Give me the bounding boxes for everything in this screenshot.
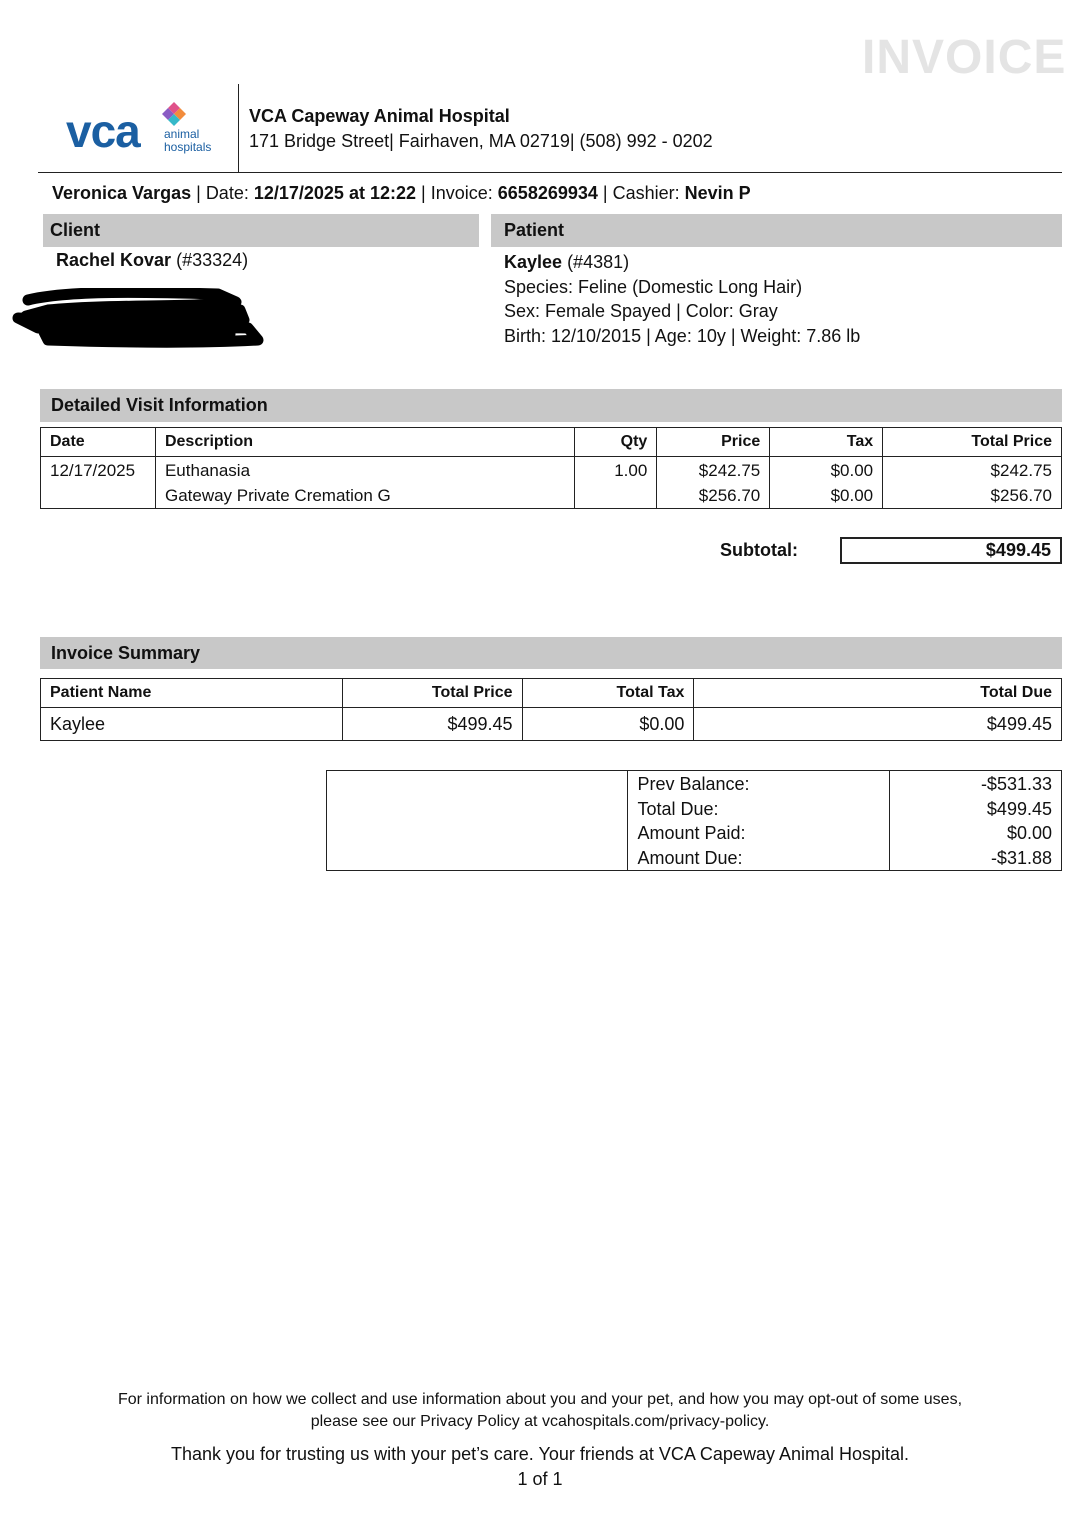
col-header-total-due: Total Due — [694, 679, 1062, 708]
doctor-name: Veronica Vargas — [52, 183, 192, 203]
subtotal-value: $499.45 — [840, 537, 1062, 564]
clinic-address: 171 Bridge Street| Fairhaven, MA 02719| (508) 992 - 0202 — [249, 131, 713, 151]
table-row — [327, 771, 1062, 871]
col-header-total-price: Total Price — [342, 679, 522, 708]
client-section-header: Client — [43, 214, 479, 247]
patient-birth-age-weight: Birth: 12/10/2015 | Age: 10y | Weight: 7.86 lb — [504, 325, 861, 346]
col-header-total-price: Total Price — [883, 428, 1062, 457]
thank-you-note: Thank you for trusting us with your pet’s care. Your friends at VCA Capeway Animal Hospital. — [170, 1444, 910, 1464]
invoice-watermark-title: INVOICE — [862, 31, 1067, 84]
table-header-row — [41, 428, 1062, 457]
table-row — [41, 457, 1062, 509]
summary-patient-name: Kaylee — [41, 708, 343, 741]
header-divider — [38, 172, 1062, 173]
balance-values — [890, 771, 1062, 871]
client-name: Rachel Kovar (#33324) — [56, 250, 249, 270]
clinic-name: VCA Capeway Animal Hospital — [249, 106, 510, 126]
balance-empty-cell — [327, 771, 628, 871]
page-number: 1 of 1 — [517, 1469, 563, 1489]
col-header-date: Date — [41, 428, 156, 457]
prev-balance-value: -$531.33 — [980, 774, 1052, 794]
logo-wordmark: vca — [66, 105, 140, 157]
visit-items-table — [40, 427, 1062, 509]
cashier-name: Nevin P — [684, 183, 751, 203]
summary-total-price: $499.45 — [342, 708, 522, 741]
summary-total-tax: $0.00 — [522, 708, 694, 741]
summary-total-due: $499.45 — [694, 708, 1062, 741]
balance-table — [326, 770, 1062, 871]
header-divider-vertical — [238, 84, 239, 172]
amount-paid-value: $0.00 — [1006, 823, 1052, 843]
total-due-value: $499.45 — [986, 798, 1052, 819]
col-header-price: Price — [657, 428, 770, 457]
invoice-number: 6658269934 — [497, 183, 598, 203]
table-header-row — [41, 679, 1062, 708]
summary-section-header: Invoice Summary — [40, 637, 1062, 669]
item-descriptions: Euthanasia Gateway Private Cremation G — [155, 457, 574, 509]
col-header-total-tax: Total Tax — [522, 679, 694, 708]
logo-subtitle: animal hospitals — [164, 127, 212, 154]
table-row — [41, 708, 1062, 741]
item-taxes: $0.00 $0.00 — [770, 457, 883, 509]
patient-info — [504, 250, 860, 348]
balance-labels: Prev Balance: Total Due: Amount Paid: Amount Due: — [628, 771, 890, 871]
privacy-notice: For information on how we collect and use information about you and your pet, and how you may opt-out of some uses, please see our Privacy Policy at vcahospitals.com/privacy-policy. — [117, 1391, 963, 1430]
item-totals: $242.75 $256.70 — [883, 457, 1062, 509]
visit-section-header: Detailed Visit Information — [40, 389, 1062, 422]
patient-name-line: Kaylee (#4381) — [504, 252, 630, 272]
col-header-patient-name: Patient Name — [41, 679, 343, 708]
col-header-qty: Qty — [575, 428, 657, 457]
subtotal-label: Subtotal: — [720, 540, 798, 560]
patient-species: Species: Feline (Domestic Long Hair) — [504, 276, 803, 297]
col-header-tax: Tax — [770, 428, 883, 457]
item-date: 12/17/2025 — [41, 457, 156, 509]
invoice-summary-table — [40, 678, 1062, 741]
col-header-description: Description — [155, 428, 574, 457]
item-prices: $242.75 $256.70 — [657, 457, 770, 509]
diamond-logo-icon — [159, 100, 189, 130]
patient-sex-color: Sex: Female Spayed | Color: Gray — [504, 301, 778, 321]
amount-due-value: -$31.88 — [990, 847, 1052, 868]
visit-date: 12/17/2025 at 12:22 — [253, 183, 416, 203]
item-qty: 1.00 — [575, 457, 657, 509]
vca-logo — [66, 100, 226, 160]
redacted-address-scribble — [8, 288, 266, 350]
visit-info-line: Veronica Vargas | Date: 12/17/2025 at 12:22 | Invoice: 6658269934 | Cashier: Nevin P — [52, 183, 751, 203]
patient-section-header: Patient — [491, 214, 1062, 247]
